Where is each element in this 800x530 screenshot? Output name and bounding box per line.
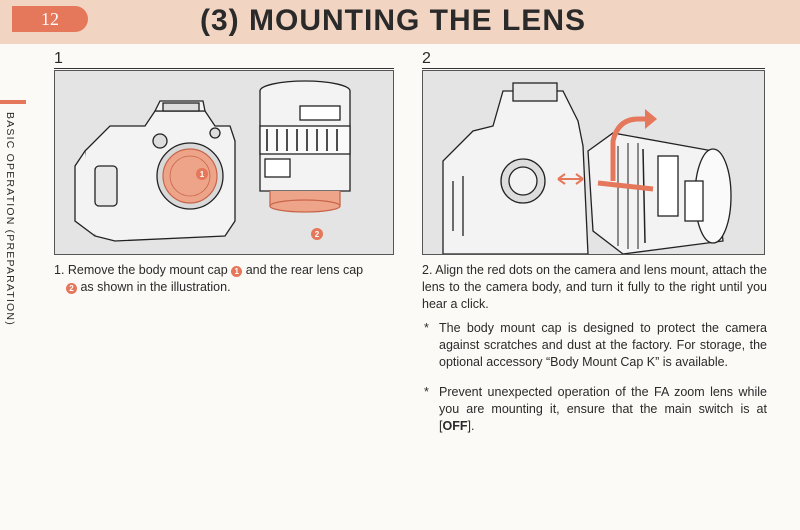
- side-section-label: BASIC OPERATION (PREPARATION): [4, 112, 16, 326]
- step-2-number: 2: [422, 50, 431, 67]
- step-2-illustration: [422, 70, 765, 255]
- camera-body-and-lens-illustration: [55, 71, 393, 254]
- step-1-caption-c: as shown in the illustration.: [80, 280, 231, 294]
- step-1-caption: [54, 262, 399, 296]
- step-2-rule: [422, 68, 765, 69]
- note-1-text: The body mount cap is designed to protect the camera against scratches and dust at the factory. For storage, the optional accessory “Body Mount Cap K” is available.: [439, 321, 767, 369]
- step-2-caption: 2. Align the red dots on the camera and lens mount, attach the lens to the camera body, and turn it fully to the right until you hear a click.: [422, 263, 767, 311]
- step-1-number: 1: [54, 50, 63, 67]
- marker-1-label: 1: [199, 170, 205, 179]
- note-2-bracket-close: ]: [467, 419, 471, 433]
- note-2-end: .: [470, 419, 475, 433]
- caption-marker-1-icon: 1: [231, 266, 242, 277]
- step-1-illustration: [54, 70, 394, 255]
- marker-2-label: 2: [314, 230, 320, 239]
- caption-marker-2-icon: 2: [66, 283, 77, 294]
- off-switch-label: OFF: [442, 419, 468, 433]
- note-1-star: *: [424, 321, 429, 335]
- step-1-caption-a: 1. Remove the body mount cap: [54, 263, 228, 277]
- side-accent-bar: [0, 100, 26, 104]
- step-1-caption-b: and the rear lens cap: [245, 263, 364, 277]
- page-title: (3) MOUNTING THE LENS: [200, 4, 586, 37]
- page-number: 12: [12, 6, 88, 32]
- note-2-bracket-open: [: [439, 419, 443, 433]
- note-2-text: [439, 384, 767, 435]
- note-2-text-a: Prevent unexpected operation of the FA zoom lens while you are mounting it, ensure that the main switch is at: [439, 385, 767, 416]
- step-1-rule: [54, 68, 394, 69]
- lens-mounting-illustration: [423, 71, 764, 254]
- note-2-star: *: [424, 385, 429, 399]
